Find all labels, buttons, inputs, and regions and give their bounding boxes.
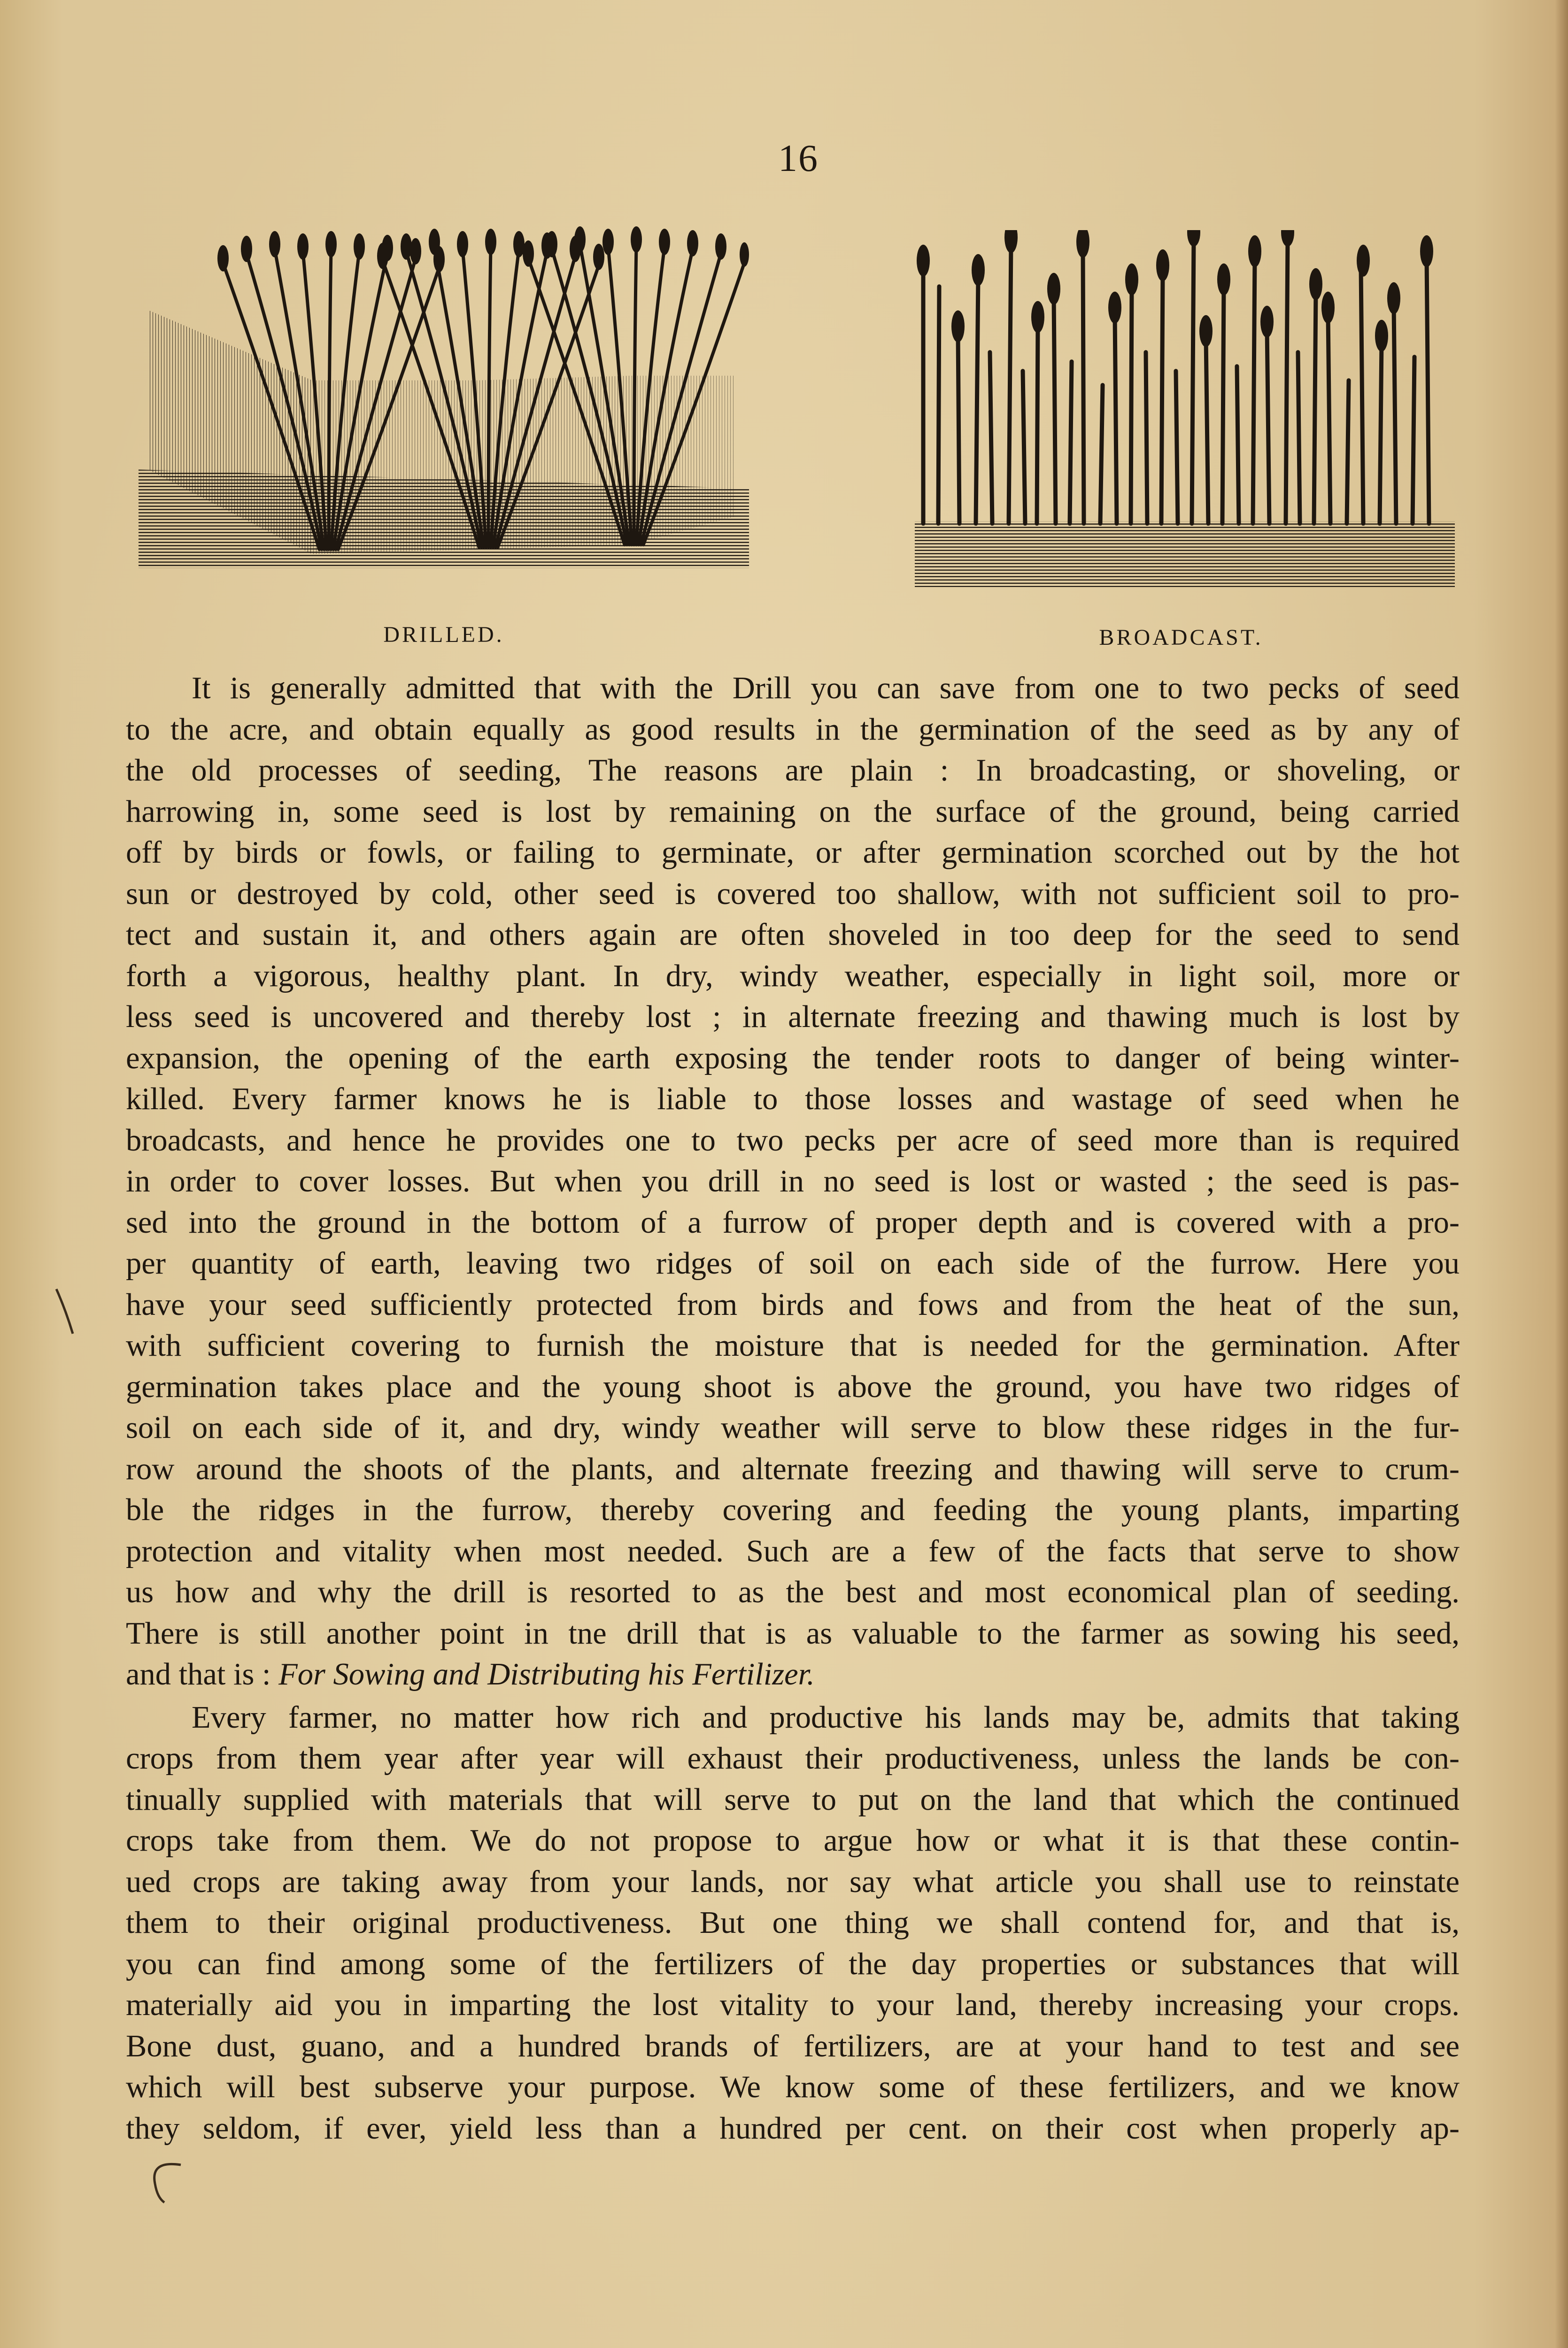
text-line: ble the ridges in the furrow, thereby covering and feeding the young plants, imparting — [126, 1493, 1460, 1527]
paragraph-1 — [126, 668, 1460, 1695]
text-line: protection and vitality when most needed. Such are a few of the facts that serve to show — [126, 1534, 1460, 1568]
drilled-caption: DRILLED. — [383, 622, 504, 647]
text-line: the old processes of seeding, The reasons are plain : In broadcasting, or shoveling, or — [126, 753, 1460, 788]
text-line: they seldom, if ever, yield less than a hundred per cent. on their cost when properly ap- — [126, 2111, 1460, 2146]
page-edge — [1555, 0, 1568, 2348]
text-line-final — [126, 1654, 1460, 1695]
text-line: us how and why the drill is resorted to as the best and most economical plan of seeding. — [126, 1575, 1460, 1609]
text-line: germination takes place and the young shoot is above the ground, you have two ridges of — [126, 1369, 1460, 1404]
text-line: It is generally admitted that with the Drill you can save from one to two pecks of seed — [192, 671, 1460, 705]
text-line: tect and sustain it, and others again are often shoveled in too deep for the seed to send — [126, 918, 1460, 952]
text-line: killed. Every farmer knows he is liable to those losses and wastage of seed when he — [126, 1082, 1460, 1116]
broadcast-caption: BROADCAST. — [1099, 625, 1263, 650]
text-line: you can find among some of the fertilizers of the day properties or substances that will — [126, 1946, 1460, 1981]
text-line: less seed is uncovered and thereby lost ; in alternate freezing and thawing much is lost by — [126, 1000, 1460, 1034]
text-line: crops take from them. We do not propose to argue how or what it is that these contin- — [126, 1823, 1460, 1858]
text-line: have your seed sufficiently protected from birds and fows and from the heat of the sun, — [126, 1287, 1460, 1322]
text-line: Bone dust, guano, and a hundred brands of fertilizers, are at your hand to test and see — [126, 2029, 1460, 2063]
body-text — [126, 668, 1460, 2149]
text-line: There is still another point in tne drill that is as valuable to the farmer as sowing his seed, — [126, 1616, 1460, 1651]
paragraph-2 — [126, 1697, 1460, 2149]
text-line: tinually supplied with materials that will serve to put on the land that which the continued — [126, 1782, 1460, 1817]
text-line: them to their original productiveness. But one thing we shall contend for, and that is, — [126, 1906, 1460, 1940]
text-line: which will best subserve your purpose. We know some of these fertilizers, and we know — [126, 2070, 1460, 2104]
text-line: sed into the ground in the bottom of a furrow of proper depth and is covered with a pro- — [126, 1205, 1460, 1240]
pencil-mark — [141, 2155, 193, 2207]
text-line: harrowing in, some seed is lost by remaining on the surface of the ground, being carried — [126, 794, 1460, 829]
text-line: materially aid you in imparting the lost vitality to your land, thereby increasing your crops. — [126, 1988, 1460, 2022]
text-line: ued crops are taking away from your lands, nor say what article you shall use to reinstate — [126, 1864, 1460, 1899]
pencil-mark — [52, 1287, 80, 1338]
text-line: forth a vigorous, healthy plant. In dry, windy weather, especially in light soil, more or — [126, 958, 1460, 993]
text-line: in order to cover losses. But when you drill in no seed is lost or wasted ; the seed is pas- — [126, 1164, 1460, 1198]
drilled-illustration — [139, 225, 749, 568]
italic-heading: For Sowing and Distributing his Fertilizer. — [278, 1657, 815, 1691]
text-line: row around the shoots of the plants, and alternate freezing and thawing will serve to crum- — [126, 1452, 1460, 1486]
text-line: soil on each side of it, and dry, windy weather will serve to blow these ridges in the fur- — [126, 1411, 1460, 1445]
page-number: 16 — [778, 137, 819, 179]
text-line: crops from them year after year will exhaust their productiveness, unless the lands be con- — [126, 1741, 1460, 1776]
text-line: Every farmer, no matter how rich and productive his lands may be, admits that taking — [192, 1700, 1460, 1735]
text-line: with sufficient covering to furnish the moisture that is needed for the germination. After — [126, 1328, 1460, 1363]
text-line: per quantity of earth, leaving two ridges of soil on each side of the furrow. Here you — [126, 1246, 1460, 1281]
text-line: off by birds or fowls, or failing to germinate, or after germination scorched out by the hot — [126, 835, 1460, 870]
broadcast-illustration — [915, 230, 1455, 592]
text-line: broadcasts, and hence he provides one to two pecks per acre of seed more than is required — [126, 1123, 1460, 1158]
text-line: sun or destroyed by cold, other seed is covered too shallow, with not sufficient soil to pro- — [126, 876, 1460, 911]
text-line: expansion, the opening of the earth exposing the tender roots to danger of being winter- — [126, 1041, 1460, 1075]
text-line: to the acre, and obtain equally as good results in the germination of the seed as by any of — [126, 712, 1460, 747]
final-prefix: and that is : — [126, 1657, 279, 1691]
